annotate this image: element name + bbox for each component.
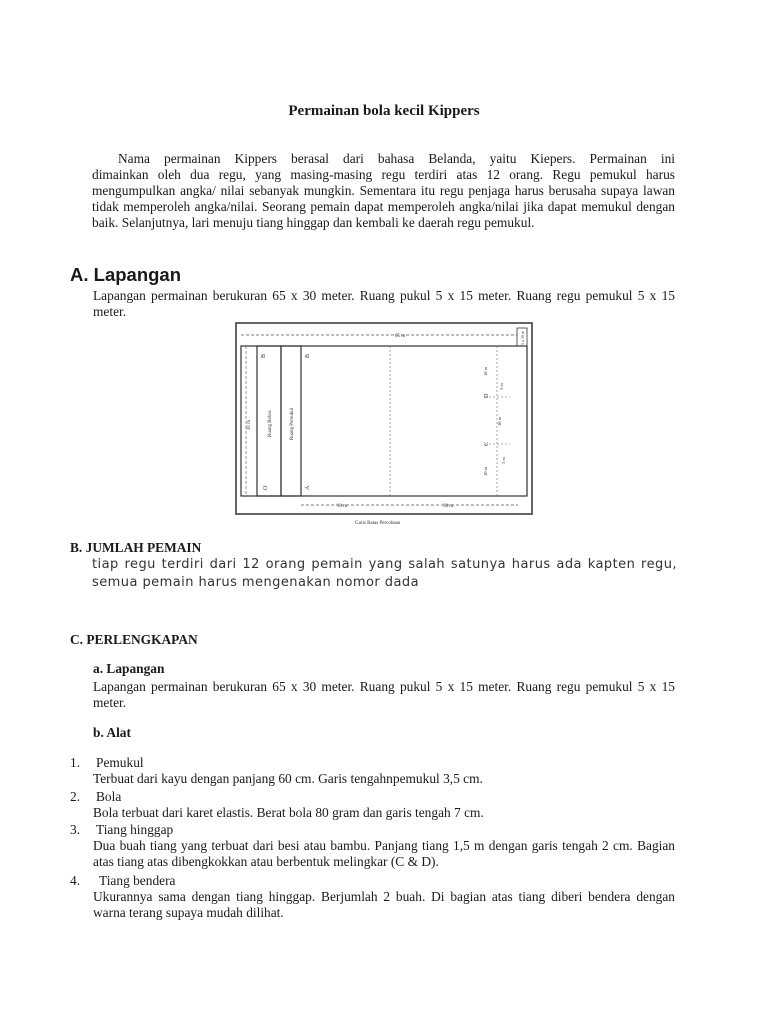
item-1-number: 1. [70, 755, 81, 770]
diagram-frame [236, 323, 532, 514]
diagram-label-d: D [484, 393, 490, 398]
dim-10m-b-label: 10 m [497, 416, 502, 426]
item-1-text: Terbuat dari kayu dengan panjang 60 cm. Garis tengahnpemukul 3,5 cm. [93, 771, 483, 786]
ruang-bebas-label: Ruang Bebas [268, 410, 273, 437]
dim-10m-label: 10 m [483, 366, 488, 376]
item-4-number: 4. [70, 873, 81, 888]
diagram-caption: Garis Batas Percobaan [355, 521, 401, 526]
intro-first-line: Nama permainan Kippers berasal dari bahasa Belanda, yaitu Kiepers. Permainan ini [118, 151, 675, 166]
section-a-text: Lapangan permainan berukuran 65 x 30 meter. Ruang pukul 5 x 15 meter. Ruang regu pemukul 5 x 15 meter. [93, 288, 675, 319]
dim-5m-a-label: 5 m [499, 383, 504, 390]
sub-a-text: Lapangan permainan berukuran 65 x 30 meter. Ruang pukul 5 x 15 meter. Ruang regu pemukul 5 x 15 meter. [93, 679, 675, 710]
sub-b-heading: b. Alat [93, 725, 131, 740]
section-b-heading: B. JUMLAH PEMAIN [70, 540, 202, 555]
field-diagram-svg [235, 322, 533, 528]
diagram-label-o: O [263, 485, 269, 490]
item-3-title: Tiang hinggap [96, 822, 174, 837]
field-diagram [235, 322, 533, 528]
item-2-number: 2. [70, 789, 81, 804]
item-3-number: 3. [70, 822, 81, 837]
sub-a-heading: a. Lapangan [93, 661, 165, 676]
corner-dim-label: 5 x 10 m [520, 330, 525, 345]
bottom-right-dim-label: 30 m [443, 504, 454, 509]
diagram-label-c: C [484, 441, 490, 446]
page-title: Permainan bola kecil Kippers [288, 103, 480, 119]
ruang-pemukul-label: Ruang Pemukul [290, 407, 295, 440]
diagram-label-b2: B [305, 353, 311, 358]
dim-10m-c-label: 10 m [483, 466, 488, 476]
item-2-title: Bola [96, 789, 122, 804]
intro-rest: dimainkan oleh dua regu, yang masing-masing regu terdiri atas 12 orang. Regu pemukul harus mengumpulkan angka/ nilai sebanyak mungkin. Sementara itu regu penjaga harus berusaha supaya lawan tidak memperoleh angka/nilai. Seorang pemain dapat memperoleh angka/nilai jika dapat memukul dengan baik. Selanjutnya, lari menuju tiang hinggap dan kembali ke daerah regu pemukul. [92, 167, 675, 230]
item-4-title: Tiang bendera [99, 873, 176, 888]
item-2-text: Bola terbuat dari karet elastis. Berat bola 80 gram dan garis tengah 7 cm. [93, 805, 484, 820]
item-4-text: Ukurannya sama dengan tiang hinggap. Berjumlah 2 buah. Di bagian atas tiang diberi bendera dengan warna terang supaya mudah dilihat. [93, 889, 675, 920]
top-dim-label: 65 m [395, 334, 406, 339]
section-a-heading: A. Lapangan [70, 264, 182, 285]
item-3-text: Dua buah tiang yang terbuat dari besi atau bambu. Panjang tiang 1,5 m dengan garis tengah 2 cm. Bagian atas tiang atas dibengkokkan atau berbentuk melingkar (C & D). [93, 838, 675, 869]
section-c-heading: C. PERLENGKAPAN [70, 632, 198, 647]
section-b-text: tiap regu terdiri dari 12 orang pemain yang salah satunya harus ada kapten regu, semua pemain harus mengenakan nomor dada [92, 557, 677, 590]
bottom-left-dim-label: 30 m [337, 504, 348, 509]
diagram-label-a: A [305, 485, 311, 490]
dim-5m-b-label: 5 m [501, 457, 506, 464]
left-dim-label: 30 m [247, 419, 252, 430]
diagram-label-b1: B [261, 353, 267, 358]
intro-paragraph [92, 151, 675, 231]
item-1-title: Pemukul [96, 755, 144, 770]
